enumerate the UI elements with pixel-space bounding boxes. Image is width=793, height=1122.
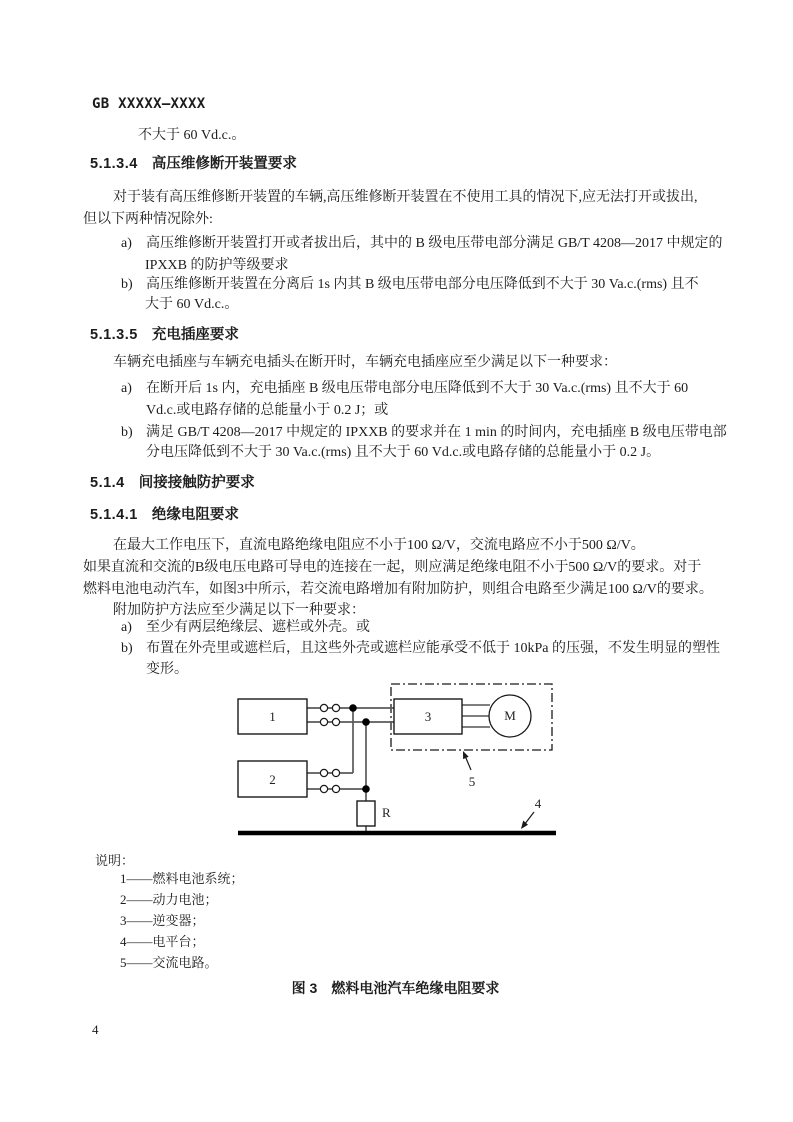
list-marker-b: b) xyxy=(121,641,133,656)
list-item-line: 在断开后 1s 内，充电插座 B 级电压带电部分电压降低到不大于 30 Va.c.(rms) 且不大于 60 xyxy=(146,381,689,396)
heading-title: 高压维修断开装置要求 xyxy=(151,156,297,172)
list-item-line: 至少有两层绝缘层、遮栏或外壳。或 xyxy=(146,620,370,635)
paragraph-line: 车辆充电插座与车辆充电插头在断开时，车辆充电插座应至少满足以下一种要求： xyxy=(113,355,617,370)
list-item-line: 变形。 xyxy=(146,662,188,677)
paragraph-line: 但以下两种情况除外: xyxy=(83,212,213,227)
paragraph-line: 如果直流和交流的B级电压电路可导电的连接在一起，则应满足绝缘电阻不小于500 Ω/V的要求。对于 xyxy=(83,560,702,575)
list-item-line: 满足 GB/T 4208—2017 中规定的 IPXXB 的要求并在 1 min 的时间内，充电插座 B 级电压带电部 xyxy=(146,425,727,440)
heading-number: 5.1.4 xyxy=(90,475,125,491)
paragraph-line: 燃料电池电动汽车，如图3中所示，若交流电路增加有附加防护，则组合电路至少满足100 Ω/V的要求。 xyxy=(83,582,713,597)
heading-5-1-4 xyxy=(90,475,255,491)
motor-leads xyxy=(462,705,490,727)
list-item-line: 高压维修断开装置在分离后 1s 内其 B 级电压带电部分电压降低到不大于 30 Va.c.(rms) 且不 xyxy=(146,277,699,292)
legend-item: 5——交流电路。 xyxy=(120,955,218,970)
paragraph-line: 对于装有高压维修断开装置的车辆,高压维修断开装置在不使用工具的情况下,应无法打开或拔出, xyxy=(113,190,698,205)
fuel-cell-label: 1 xyxy=(269,709,276,724)
list-marker-a: a) xyxy=(121,236,132,251)
list-item-line: 布置在外壳里或遮栏后，且这些外壳或遮栏应能承受不低于 10kPa 的压强，不发生明显的塑性 xyxy=(146,641,720,656)
list-item-line: Vd.c.或电路存储的总能量小于 0.2 J；或 xyxy=(146,403,389,418)
list-marker-b: b) xyxy=(121,425,133,440)
list-marker-a: a) xyxy=(121,620,132,635)
resistor-label: R xyxy=(382,805,391,820)
carryover-line: 不大于 60 Vd.c.。 xyxy=(138,128,246,143)
ac-circuit-number: 5 xyxy=(468,774,476,789)
heading-5-1-3-5 xyxy=(90,327,239,343)
list-item-line: 分电压降低到不大于 30 Va.c.(rms) 且不大于 60 Vd.c.或电路存储的总能量小于 0.2 J。 xyxy=(146,445,661,460)
doc-number: GB XXXXX—XXXX xyxy=(92,96,206,112)
figure-caption: 图 3 燃料电池汽车绝缘电阻要求 xyxy=(291,980,500,996)
resistor-box xyxy=(357,801,375,826)
page-number: 4 xyxy=(92,1022,99,1037)
callout-arrow-4 xyxy=(521,812,534,829)
motor-label: M xyxy=(504,708,516,723)
inverter-label: 3 xyxy=(424,709,432,724)
callout-arrow-5 xyxy=(463,751,471,770)
heading-title: 绝缘电阻要求 xyxy=(151,507,239,523)
wires xyxy=(307,708,394,833)
legend-item: 1——燃料电池系统； xyxy=(120,871,244,886)
heading-title: 充电插座要求 xyxy=(151,327,239,343)
list-item-line: IPXXB 的防护等级要求 xyxy=(145,258,289,273)
paragraph-line: 在最大工作电压下，直流电路绝缘电阻应不小于100 Ω/V，交流电路应不小于500 Ω/V。 xyxy=(113,538,645,553)
list-item-line: 高压维修断开装置打开或者拔出后，其中的 B 级电压带电部分满足 GB/T 4208—2017 中规定的 xyxy=(146,236,723,251)
platform-number: 4 xyxy=(534,796,542,811)
heading-number: 5.1.3.4 xyxy=(90,156,138,172)
legend-item: 3——逆变器； xyxy=(120,913,205,928)
legend-item: 4——电平台； xyxy=(120,934,205,949)
list-item-line: 大于 60 Vd.c.。 xyxy=(145,297,239,312)
legend-title: 说明： xyxy=(95,853,135,868)
heading-5-1-3-4 xyxy=(90,156,297,172)
figure-diagram xyxy=(200,680,580,840)
heading-title: 间接接触防护要求 xyxy=(138,475,255,491)
battery-label: 2 xyxy=(269,772,276,787)
heading-number: 5.1.3.5 xyxy=(90,327,138,343)
list-marker-a: a) xyxy=(121,381,132,396)
list-marker-b: b) xyxy=(121,277,133,292)
heading-5-1-4-1 xyxy=(90,507,239,523)
paragraph-line: 附加防护方法应至少满足以下一种要求： xyxy=(113,603,365,618)
connector-contacts xyxy=(320,704,339,792)
legend-item: 2——动力电池； xyxy=(120,892,218,907)
heading-number: 5.1.4.1 xyxy=(90,507,138,523)
